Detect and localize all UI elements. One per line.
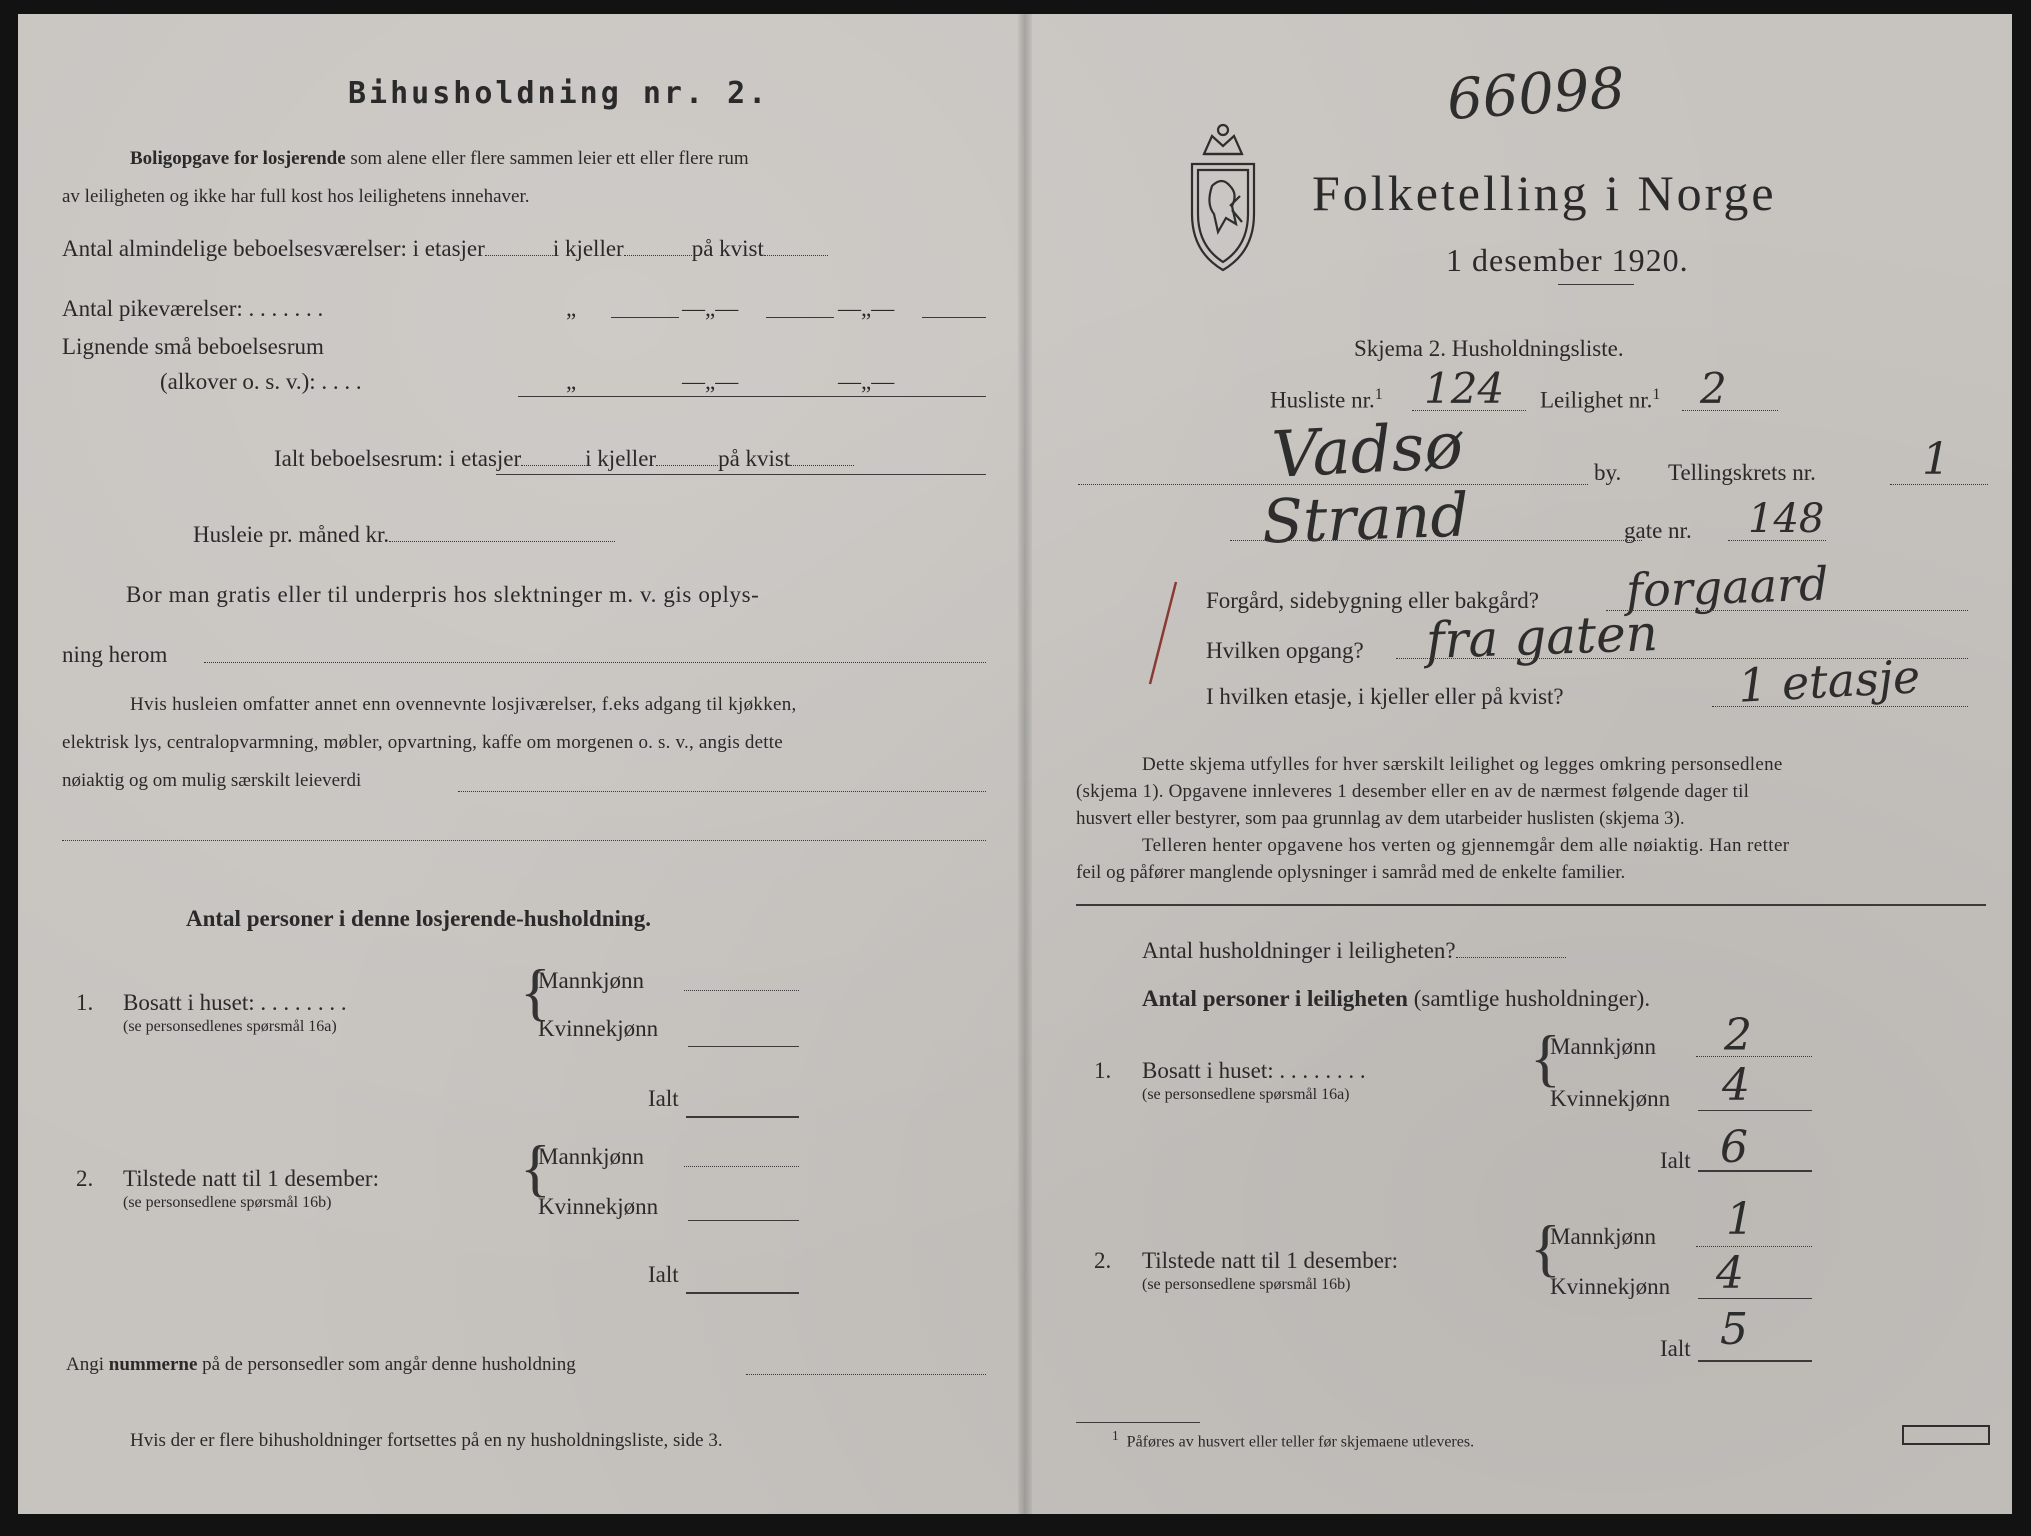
pike-ditto-dash-1: —„— <box>682 296 739 321</box>
right-page <box>1032 14 2012 1514</box>
r-q2-total-label: Ialt <box>1660 1336 1691 1361</box>
total-rooms-row <box>274 446 854 472</box>
rent-label: Husleie pr. måned kr. <box>193 522 390 547</box>
leilighet-label: Leilighet nr.$^1$ <box>1540 386 1661 413</box>
footnote-text: Påføres av husvert eller teller før skjemaene utleveres. <box>1126 1433 1475 1451</box>
q1-brace: { <box>520 956 551 1027</box>
info-line-3: husvert eller bestyrer, som paa grunnlag av dem utarbeider huslisten (skjema 3). <box>1076 808 1685 829</box>
includes-text-3: nøiaktig og om mulig særskilt leieverdi <box>62 770 362 791</box>
pike-label: Antal pikeværelser: . . . . . . . <box>62 296 324 321</box>
intro-line-1 <box>130 148 749 170</box>
r-q1-total-value: 6 <box>1720 1122 1748 1173</box>
printer-stamp <box>1902 1425 1990 1445</box>
right-date: 1 desember 1920. <box>1446 242 1689 278</box>
persons-bold: Antal personer i leiligheten <box>1142 986 1408 1011</box>
rooms-kjeller: i kjeller <box>552 236 624 261</box>
info-line-4: Telleren henter opgavene hos verten og gjennemgår dem alle nøiaktig. Han retter <box>1142 835 1790 856</box>
total-kjeller: i kjeller <box>585 446 657 471</box>
numbers-bold: nummerne <box>108 1354 198 1375</box>
leilighet-value: 2 <box>1700 364 1727 413</box>
schema-label: Skjema 2. Husholdningsliste. <box>1354 336 1624 361</box>
intro-rest: som alene eller flere sammen leier ett eller flere rum <box>350 148 749 169</box>
r-q1-female-value: 4 <box>1722 1060 1750 1111</box>
krets-value: 1 <box>1922 434 1950 485</box>
r-q1-total-label: Ialt <box>1660 1148 1691 1173</box>
census-sheet <box>18 14 2012 1514</box>
q2-female-label: Kvinnekjønn <box>538 1194 659 1219</box>
r-q1-male-label: Mannkjønn <box>1550 1034 1657 1059</box>
includes-text-1: Hvis husleien omfatter annet enn ovennevnte losjiværelser, f.eks adgang til kjøkken, <box>130 694 797 715</box>
total-rooms-label: Ialt beboelsesrum: i etasjer <box>274 446 522 471</box>
small-ditto-dash-2: —„— <box>838 369 895 394</box>
r-q2-total-value: 5 <box>1720 1304 1748 1355</box>
husliste-value: 124 <box>1424 364 1505 413</box>
r-q1-label: Bosatt i huset: . . . . . . . . <box>1142 1058 1366 1083</box>
households-row <box>1142 938 1566 964</box>
rent-row <box>193 522 615 548</box>
footnote <box>1112 1428 1474 1451</box>
archive-number: 66098 <box>1444 55 1628 134</box>
city-label: by. <box>1594 460 1622 485</box>
small-rooms-label-1: Lignende små beboelsesrum <box>62 334 324 359</box>
r-q1-sub: (se personsedlene spørsmål 16a) <box>1142 1086 1350 1103</box>
q2-num: 2. <box>76 1166 94 1191</box>
r-q1-female-label: Kvinnekjønn <box>1550 1086 1671 1111</box>
leilighet-footnote-mark: 1 <box>1652 386 1661 403</box>
r-q2-male-value: 1 <box>1726 1194 1754 1245</box>
right-title: Folketelling i Norge <box>1312 165 1777 221</box>
q2-brace: { <box>520 1132 551 1203</box>
forgard-label: Forgård, sidebygning eller bakgård? <box>1206 588 1539 613</box>
persons-row <box>1142 986 1650 1012</box>
numbers-pre: Angi <box>66 1354 104 1375</box>
persons-rest: (samtlige husholdninger). <box>1413 986 1651 1011</box>
husliste-label: Husliste nr.$^1$ <box>1270 386 1383 413</box>
q1-total-label: Ialt <box>648 1086 679 1111</box>
footnote-mark: 1 <box>1112 1428 1119 1443</box>
r-q1-num: 1. <box>1094 1058 1112 1083</box>
left-page <box>18 14 1018 1514</box>
small-ditto: „ <box>566 369 577 394</box>
margin-check-mark-icon <box>1142 574 1182 694</box>
q2-label: Tilstede natt til 1 desember: <box>123 1166 379 1191</box>
intro-bold: Boligopgave for losjerende <box>130 148 346 169</box>
street-value: Strand <box>1260 480 1470 558</box>
opgang-label: Hvilken opgang? <box>1206 638 1364 663</box>
r-q2-label: Tilstede natt til 1 desember: <box>1142 1248 1398 1273</box>
q1-num: 1. <box>76 990 94 1015</box>
r-q2-num: 2. <box>1094 1248 1112 1273</box>
left-title: Bihusholdning nr. 2. <box>348 76 770 111</box>
pike-ditto: „ <box>566 296 577 321</box>
r-q1-male-value: 2 <box>1724 1010 1752 1061</box>
krets-label: Tellingskrets nr. <box>1668 460 1816 485</box>
pike-ditto-dash-2: —„— <box>838 296 895 321</box>
city-value: Vadsø <box>1270 409 1465 493</box>
small-rooms-label-2: (alkover o. s. v.): . . . . <box>160 369 362 394</box>
r-q2-brace: { <box>1530 1212 1561 1283</box>
numbers-rest: på de personsedler som angår denne husholdning <box>202 1354 576 1375</box>
norway-coat-of-arms-icon <box>1182 114 1264 274</box>
small-ditto-dash-1: —„— <box>682 369 739 394</box>
free-text-1: Bor man gratis eller til underpris hos slektninger m. v. gis oplys- <box>126 582 760 607</box>
opgang-value: fra gaten <box>1425 603 1659 671</box>
forgard-value: forgaard <box>1625 556 1830 618</box>
q2-male-label: Mannkjønn <box>538 1144 645 1169</box>
r-q2-sub: (se personsedlene spørsmål 16b) <box>1142 1276 1351 1293</box>
r-q1-brace: { <box>1530 1022 1561 1093</box>
rooms-kvist: på kvist <box>691 236 764 261</box>
gate-value: 148 <box>1748 496 1825 542</box>
households-label: Antal husholdninger i leiligheten? <box>1142 938 1456 963</box>
info-line-2: (skjema 1). Opgavene innleveres 1 desember eller en av de nærmest følgende dager til <box>1076 781 1750 802</box>
rooms-row <box>62 236 828 262</box>
page-fold <box>1018 14 1032 1514</box>
rooms-label: Antal almindelige beboelsesværelser: i etasjer <box>62 236 485 261</box>
etasje-value: 1 etasje <box>1736 649 1922 713</box>
total-kvist: på kvist <box>718 446 791 471</box>
includes-text-2: elektrisk lys, centralopvarmning, møbler, opvartning, kaffe om morgenen o. s. v., angis dette <box>62 732 783 753</box>
r-q2-male-label: Mannkjønn <box>1550 1224 1657 1249</box>
q2-total-label: Ialt <box>648 1262 679 1287</box>
gate-label: gate nr. <box>1624 518 1692 543</box>
husliste-footnote-mark: 1 <box>1374 386 1383 403</box>
q1-label: Bosatt i huset: . . . . . . . . <box>123 990 347 1015</box>
persons-heading: Antal personer i denne losjerende-husholdning. <box>186 906 651 931</box>
free-text-2: ning herom <box>62 642 168 667</box>
info-line-1: Dette skjema utfylles for hver særskilt leilighet og legges omkring personsedlene <box>1142 754 1783 775</box>
continue-note: Hvis der er flere bihusholdninger fortsettes på en ny husholdningsliste, side 3. <box>130 1430 723 1451</box>
r-q2-female-value: 4 <box>1716 1248 1744 1299</box>
intro-line-2: av leiligheten og ikke har full kost hos leilighetens innehaver. <box>62 186 530 207</box>
q1-female-label: Kvinnekjønn <box>538 1016 659 1041</box>
q1-male-label: Mannkjønn <box>538 968 645 993</box>
info-line-5: feil og påfører manglende oplysninger i samråd med de enkelte familier. <box>1076 862 1626 883</box>
q1-sub: (se personsedlenes spørsmål 16a) <box>123 1018 337 1035</box>
numbers-row <box>66 1354 576 1376</box>
q2-sub: (se personsedlene spørsmål 16b) <box>123 1194 332 1211</box>
etasje-label: I hvilken etasje, i kjeller eller på kvist? <box>1206 684 1564 709</box>
r-q2-female-label: Kvinnekjønn <box>1550 1274 1671 1299</box>
